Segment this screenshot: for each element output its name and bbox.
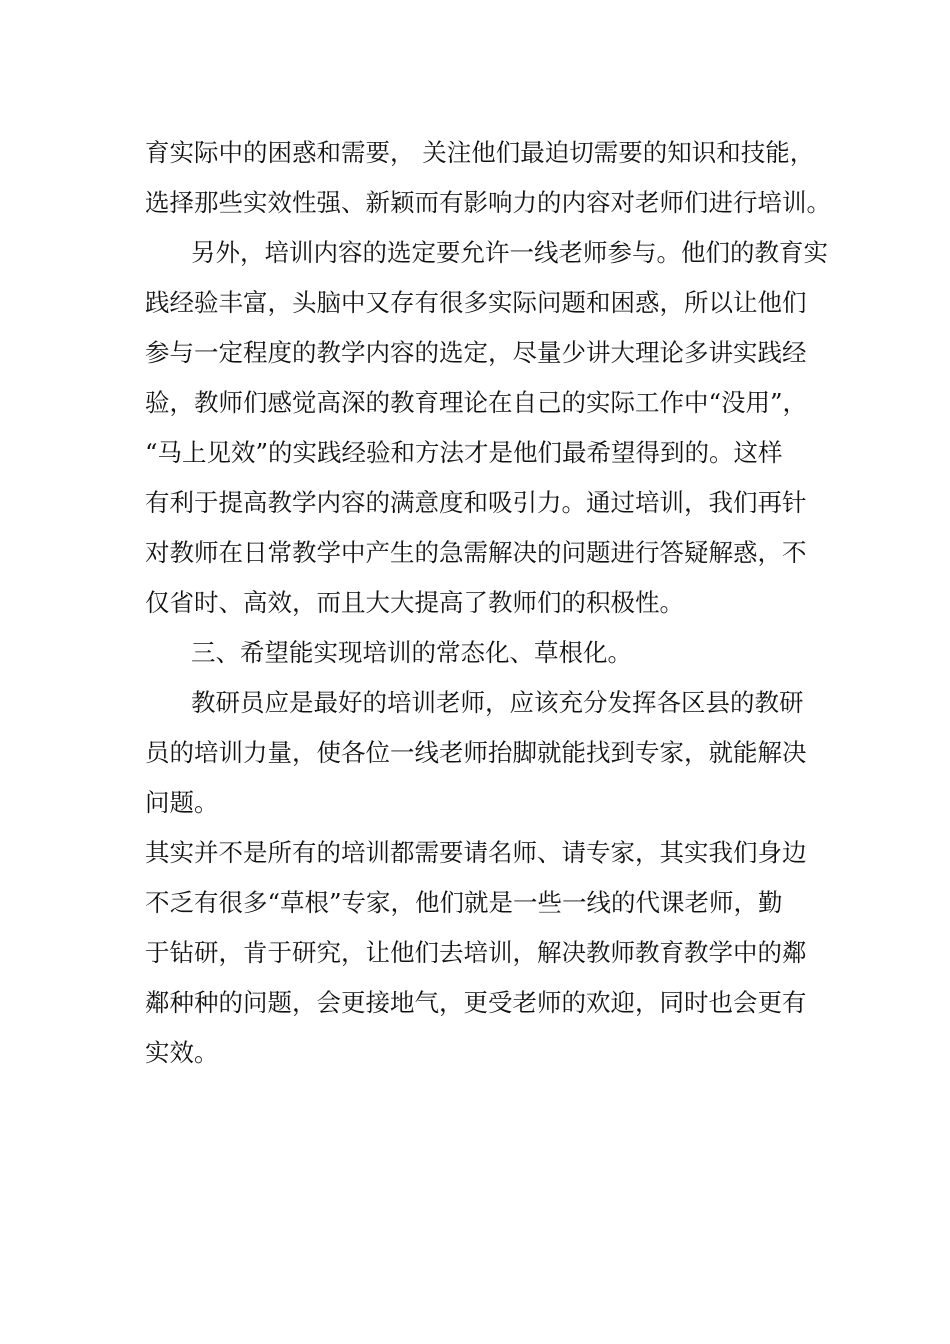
- text-line: 问题。: [145, 788, 219, 817]
- section-heading: 三、希望能实现培训的常态化、草根化。: [191, 638, 632, 667]
- text-line: 选择那些实效性强、新颖而有影响力的内容对老师们进行培训。: [145, 188, 831, 217]
- paragraph-start-line: 另外，培训内容的选定要允许一线老师参与。他们的教育实: [191, 238, 828, 267]
- text-line: 验，教师们感觉高深的教育理论在自己的实际工作中“没用”，: [145, 388, 808, 417]
- text-line: 对教师在日常教学中产生的急需解决的问题进行答疑解惑，不: [145, 538, 807, 567]
- body-text: [145, 128, 831, 1078]
- text-line: 于钻研，肯于研究，让他们去培训，解决教师教育教学中的鄰: [145, 938, 807, 967]
- text-line: 员的培训力量，使各位一线老师抬脚就能找到专家，就能解决: [145, 738, 807, 767]
- text-line: 育实际中的困惑和需要， 关注他们最迫切需要的知识和技能，: [145, 138, 815, 167]
- text-line: 有利于提高教学内容的满意度和吸引力。通过培训，我们再针: [145, 488, 807, 517]
- text-line: 不乏有很多“草根”专家，他们就是一些一线的代课老师，勤: [145, 888, 783, 917]
- paragraph-start-line: 其实并不是所有的培训都需要请名师、请专家，其实我们身边: [145, 838, 807, 867]
- text-line: “马上见效”的实践经验和方法才是他们最希望得到的。这样: [145, 438, 783, 467]
- text-line: 实效。: [145, 1038, 219, 1067]
- text-line: 仅省时、高效，而且大大提高了教师们的积极性。: [145, 588, 684, 617]
- text-line: 鄰种种的问题，会更接地气，更受老师的欢迎，同时也会更有: [145, 988, 807, 1017]
- text-line: 参与一定程度的教学内容的选定，尽量少讲大理论多讲实践经: [145, 338, 807, 367]
- text-line: 践经验丰富，头脑中又存有很多实际问题和困惑，所以让他们: [145, 288, 807, 317]
- paragraph-start-line: 教研员应是最好的培训老师，应该充分发挥各区县的教研: [191, 688, 804, 717]
